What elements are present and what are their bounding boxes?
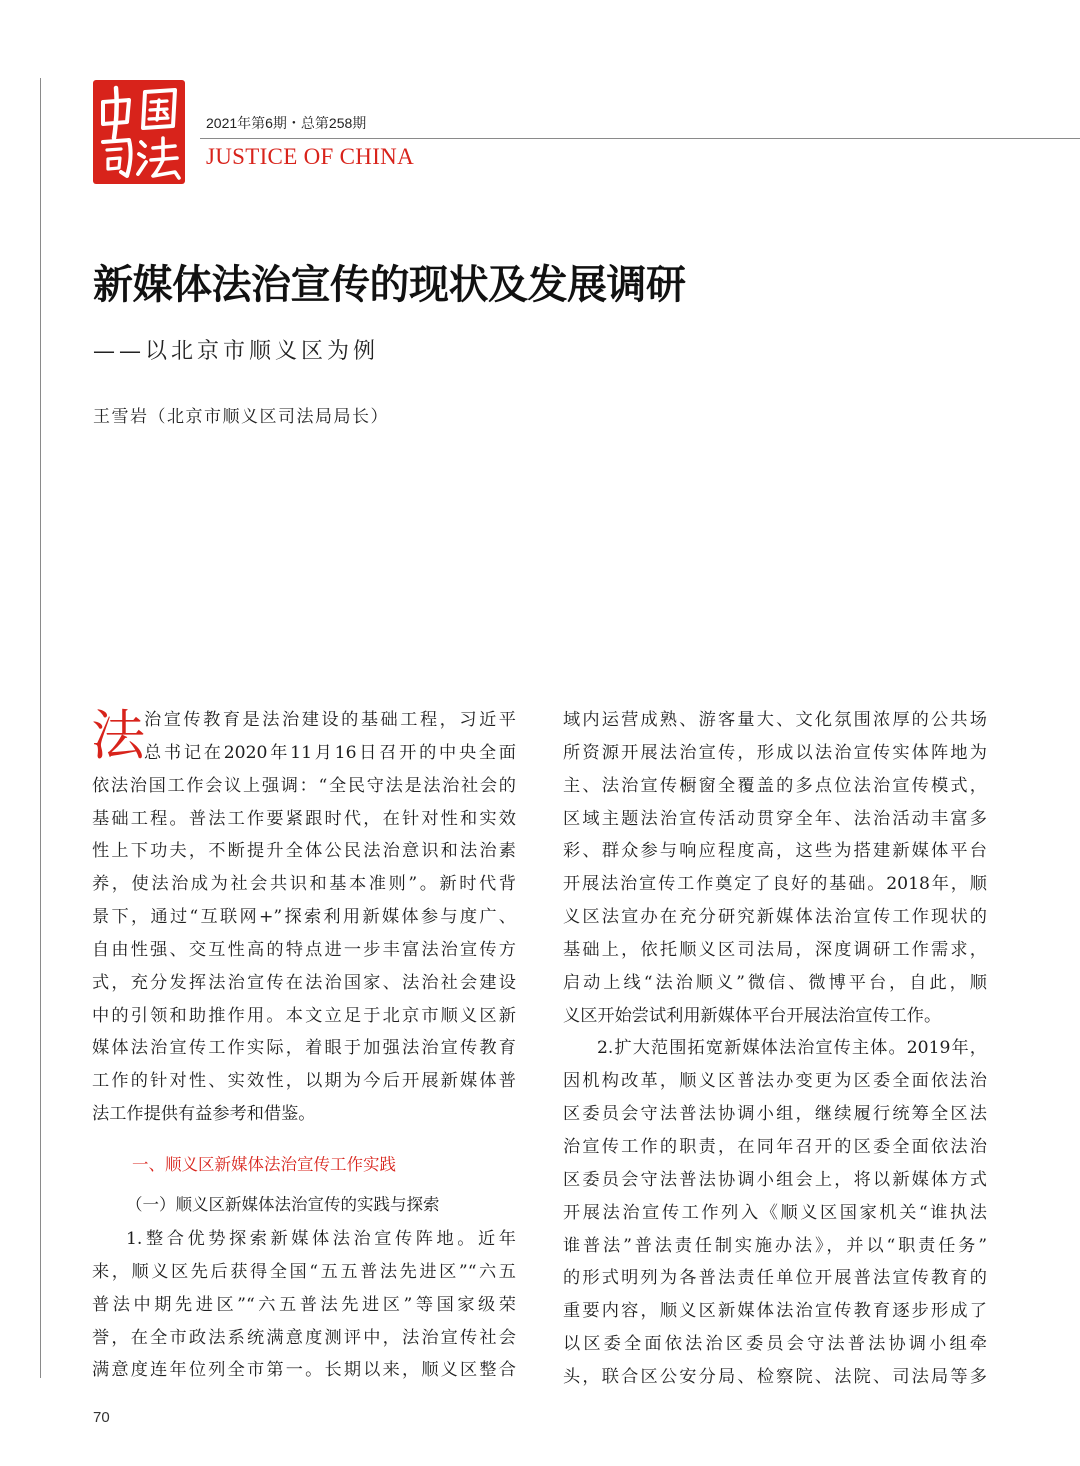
article-title: 新媒体法治宣传的现状及发展调研 (93, 262, 686, 308)
text-line: 重要内容，顺义区新媒体法治宣传教育逐步形成了 (563, 1301, 987, 1322)
text-line: 区域主题法治宣传活动贯穿全年、法治活动丰富多 (563, 808, 987, 829)
header-rule (200, 138, 1080, 139)
text-line: 誉，在全市政法系统满意度测评中，法治宣传社会 (92, 1327, 516, 1348)
subsection-heading: （一）顺义区新媒体法治宣传的实践与探索 (126, 1194, 440, 1214)
text-line: 主、法治宣传橱窗全覆盖的多点位法治宣传模式， (563, 775, 987, 796)
text-line: 治宣传教育是法治建设的基础工程，习近平 (144, 710, 516, 730)
left-margin-rule (40, 78, 41, 1378)
text-line: 工作的针对性、实效性，以期为今后开展新媒体普 (92, 1071, 516, 1092)
text-line: 养，使法治成为社会共识和基本准则”。新时代背 (92, 874, 516, 895)
text-line: 域内运营成熟、游客量大、文化氛围浓厚的公共场 (563, 710, 987, 730)
text-line: 自由性强、交互性高的特点进一步丰富法治宣传方 (92, 939, 516, 960)
article-subtitle: ——以北京市顺义区为例 (93, 339, 380, 364)
text-line: 式，充分发挥法治宣传在法治国家、法治社会建设 (92, 972, 516, 993)
text-line: 的形式明列为各普法责任单位开展普法宣传教育的 (563, 1268, 987, 1289)
text-line: 头，联合区公安分局、检察院、法院、司法局等多 (563, 1366, 987, 1387)
text-line: 开展法治宣传工作列入《顺义区国家机关“谁执法 (563, 1202, 987, 1223)
text-line: 来，顺义区先后获得全国“五五普法先进区”“六五 (92, 1261, 516, 1282)
issue-info: 2021年第6期・总第258期 (206, 115, 367, 131)
text-line: 总书记在2020年11月16日召开的中央全面 (144, 742, 516, 763)
text-line: 普法中期先进区”“六五普法先进区”等国家级荣 (92, 1294, 516, 1315)
text-line: 谁普法”普法责任制实施办法》，并以“职责任务” (563, 1235, 987, 1256)
journal-english-name: JUSTICE OF CHINA (206, 144, 414, 169)
text-line: 区委员会守法普法协调小组会上，将以新媒体方式 (563, 1169, 987, 1190)
drop-cap: 法 (91, 704, 145, 767)
section-heading: 一、顺义区新媒体法治宣传工作实践 (132, 1154, 396, 1174)
paragraph-2 (563, 1032, 987, 1393)
text-line: 满意度连年位列全市第一。长期以来，顺义区整合 (92, 1360, 516, 1381)
author-byline: 王雪岩（北京市顺义区司法局局长） (93, 407, 389, 427)
text-line: 启动上线“法治顺义”微信、微博平台，自此，顺 (563, 972, 987, 993)
paragraph-1-continued (563, 704, 987, 1032)
text-line: 法工作提供有益参考和借鉴。 (92, 1104, 316, 1125)
text-line: 开展法治宣传工作奠定了良好的基础。2018年，顺 (563, 874, 987, 895)
journal-logo-seal (93, 80, 185, 184)
text-line: 媒体法治宣传工作实际，着眼于加强法治宣传教育 (92, 1038, 516, 1059)
paragraph-1 (92, 1223, 516, 1387)
text-line: 1.整合优势探索新媒体法治宣传阵地。近年 (126, 1228, 516, 1249)
text-line: 义区开始尝试利用新媒体平台开展法治宣传工作。 (563, 1005, 942, 1026)
text-line: 性上下功夫，不断提升全体公民法治意识和法治素 (92, 841, 516, 862)
text-line: 因机构改革，顺义区普法办变更为区委全面依法治 (563, 1071, 987, 1092)
text-line: 彩、群众参与响应程度高，这些为搭建新媒体平台 (563, 841, 987, 862)
body-column-left (92, 704, 516, 1387)
text-line: 2.扩大范围拓宽新媒体法治宣传主体。2019年， (597, 1038, 987, 1059)
text-line: 治宣传工作的职责，在同年召开的区委全面依法治 (563, 1136, 987, 1157)
text-line: 基础工程。普法工作要紧跟时代，在针对性和实效 (92, 808, 516, 829)
text-line: 区委员会守法普法协调小组，继续履行统筹全区法 (563, 1104, 987, 1125)
text-line: 中的引领和助推作用。本文立足于北京市顺义区新 (92, 1005, 516, 1026)
text-line: 以区委全面依法治区委员会守法普法协调小组牵 (563, 1334, 987, 1355)
intro-paragraph (92, 704, 516, 1131)
page-number: 70 (93, 1409, 110, 1426)
text-line: 义区法宣办在充分研究新媒体法治宣传工作现状的 (563, 907, 987, 928)
text-line: 景下，通过“互联网+”探索利用新媒体参与度广、 (92, 907, 516, 928)
body-column-right (563, 704, 987, 1394)
text-line: 基础上，依托顺义区司法局，深度调研工作需求， (563, 939, 987, 960)
text-line: 所资源开展法治宣传，形成以法治宣传实体阵地为 (563, 742, 987, 763)
text-line: 依法治国工作会议上强调：“全民守法是法治社会的 (92, 775, 516, 796)
